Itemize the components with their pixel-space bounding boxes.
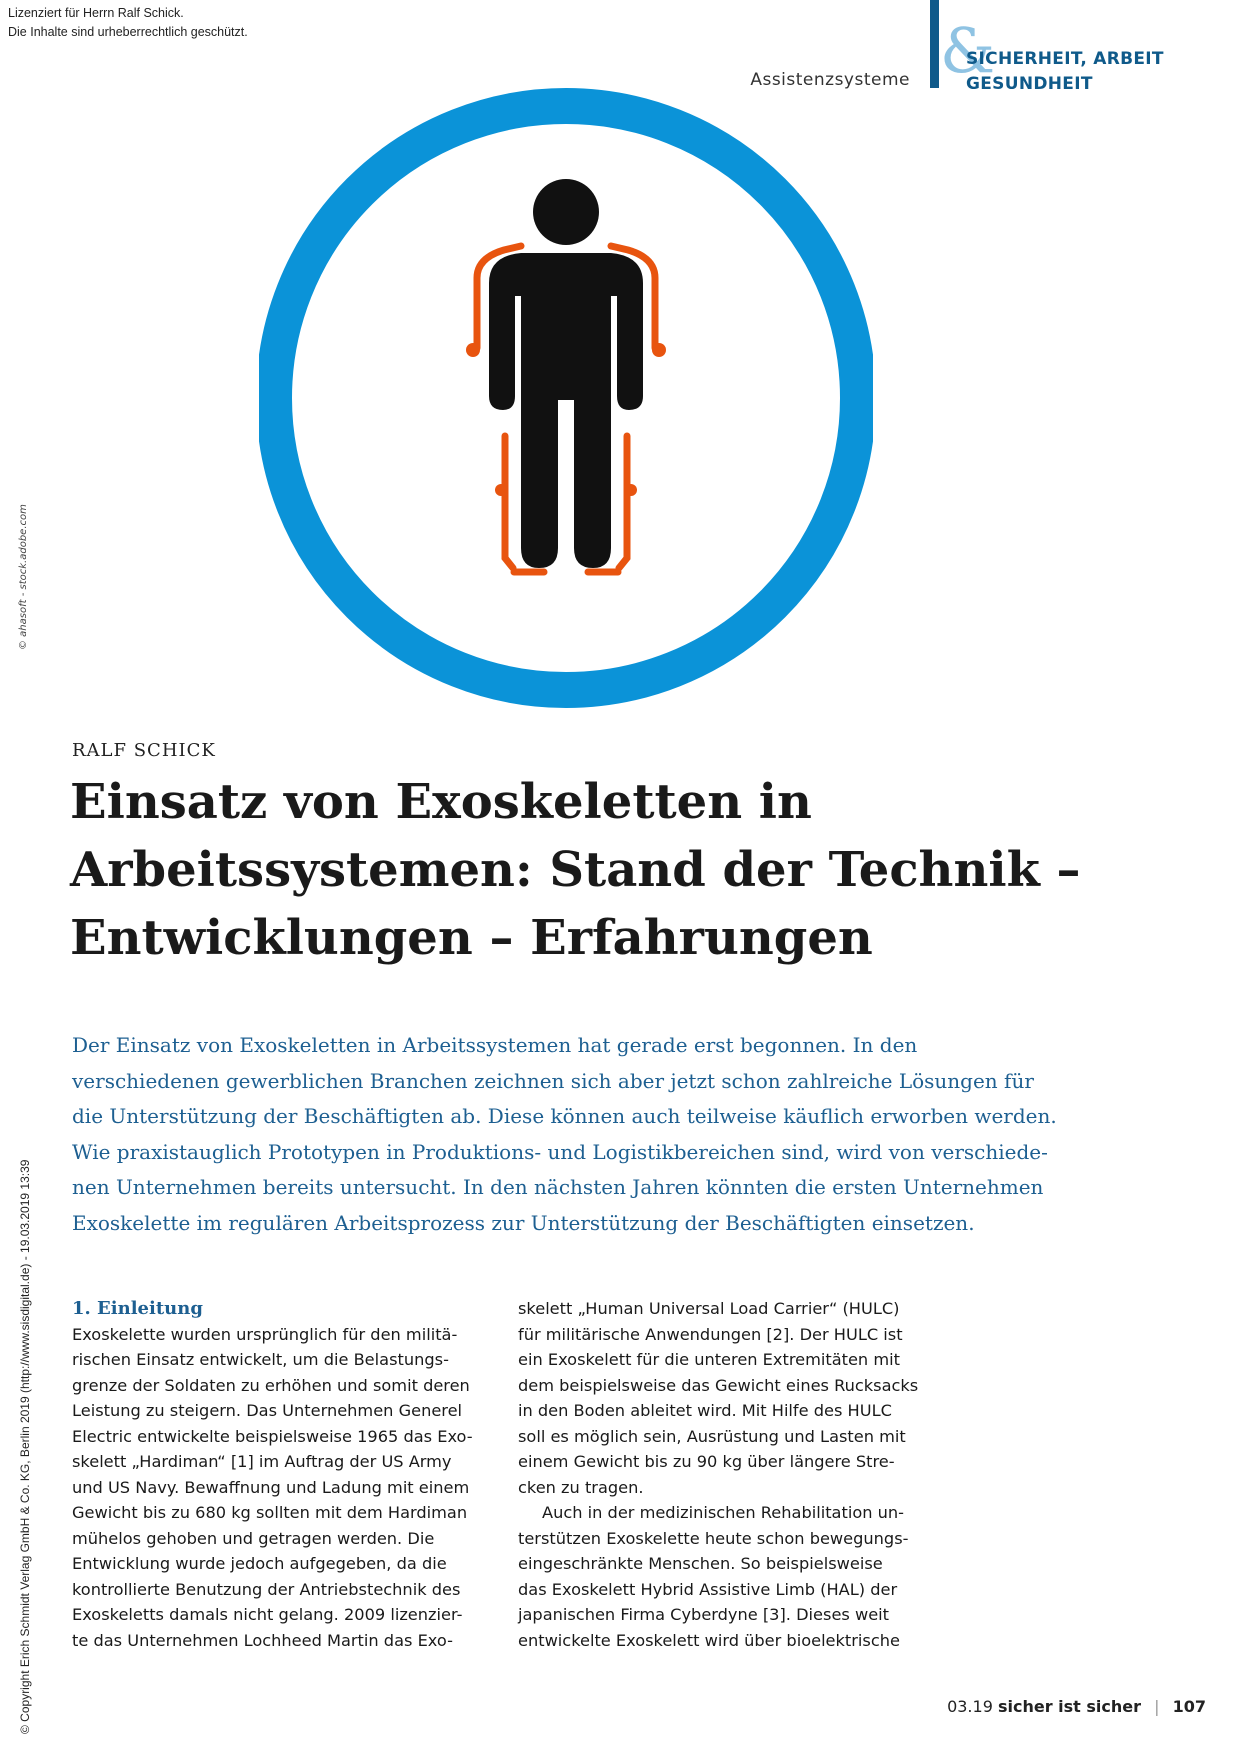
page-number: 107 — [1172, 1697, 1206, 1716]
body-line: Gewicht bis zu 680 kg sollten mit dem Hardiman — [72, 1503, 468, 1522]
lead-line: Exoskelette im regulären Arbeitsprozess zur Unterstützung der Beschäftigten einsetzen. — [72, 1210, 975, 1235]
lead-line: verschiedenen gewerblichen Branchen zeichnen sich aber jetzt schon zahlreiche Lösungen für — [72, 1068, 1034, 1093]
body-line: ein Exoskelett für die unteren Extremitäten mit — [518, 1350, 900, 1369]
body-line: einem Gewicht bis zu 90 kg über längere Stre- — [518, 1452, 895, 1471]
body-line: Exoskelette wurden ursprünglich für den militä- — [72, 1324, 458, 1344]
body-line: japanischen Firma Cyberdyne [3]. Dieses weit — [518, 1605, 890, 1624]
section-heading: 1. Einleitung — [72, 1298, 203, 1319]
body-line: entwickelte Exoskelett wird über bioelektrische — [518, 1630, 900, 1650]
body-line: skelett „Hardiman“ [1] im Auftrag der US Army — [72, 1452, 452, 1471]
body-line: skelett „Human Universal Load Carrier“ (HULC) — [518, 1299, 900, 1318]
article-title — [70, 768, 1180, 972]
body-line: kontrollierte Benutzung der Antriebstechnik des — [72, 1579, 461, 1599]
title-line: Einsatz von Exoskeletten in — [70, 774, 812, 830]
body-line: terstützen Exoskelette heute schon bewegungs- — [518, 1528, 909, 1548]
body-line: cken zu tragen. — [518, 1477, 644, 1497]
body-line: Electric entwickelte beispielsweise 1965 das Exo- — [72, 1426, 473, 1446]
person-icon — [489, 179, 643, 568]
rubric-line-1: SICHERHEIT, ARBEIT — [966, 49, 1164, 69]
magazine-name: sicher ist sicher — [997, 1697, 1142, 1716]
body-line: grenze der Soldaten zu erhöhen und somit deren — [72, 1375, 470, 1395]
body-line: in den Boden ableitet wird. Mit Hilfe des HULC — [518, 1401, 892, 1420]
side-copyright: © Copyright Erich Schmidt Verlag GmbH & Co. KG, Berlin 2019 (http://www.sisdigital.de) - 19.03.2019 13:39 — [18, 1159, 32, 1734]
body-column-2 — [518, 1296, 936, 1653]
section-label: Assistenzsysteme — [750, 70, 910, 90]
image-credit: © ahasoft - stock.adobe.com — [18, 504, 29, 650]
body-line: rischen Einsatz entwickelt, um die Belastungs- — [72, 1350, 449, 1369]
license-line-1: Lizenziert für Herrn Ralf Schick. — [8, 6, 184, 20]
lead-line: Der Einsatz von Exoskeletten in Arbeitssystemen hat gerade erst begonnen. In den — [72, 1033, 918, 1057]
lead-paragraph — [72, 1028, 1182, 1241]
body-line: eingeschränkte Menschen. So beispielsweise — [518, 1554, 883, 1573]
lead-line: Wie praxistauglich Prototypen in Produktions- und Logistikbereichen sind, wird von verschiede- — [72, 1139, 1048, 1164]
title-line: Entwicklungen – Erfahrungen — [70, 910, 873, 966]
exoskeleton-illustration — [259, 78, 873, 718]
rubric-bar — [930, 0, 939, 88]
body-line: Leistung zu steigern. Das Unternehmen Generel — [72, 1401, 463, 1420]
body-line: Entwicklung wurde jedoch aufgegeben, da die — [72, 1554, 447, 1573]
footer-separator: | — [1154, 1697, 1160, 1716]
lead-line: die Unterstützung der Beschäftigten ab. Diese können auch teilweise käuflich erworben werden. — [72, 1104, 1057, 1128]
rubric-ampersand: & — [940, 14, 996, 87]
body-line: soll es möglich sein, Ausrüstung und Lasten mit — [518, 1426, 906, 1446]
body-line: für militärische Anwendungen [2]. Der HULC ist — [518, 1324, 903, 1344]
lead-line: nen Unternehmen bereits untersucht. In den nächsten Jahren könnten die ersten Unternehmen — [72, 1175, 1044, 1199]
body-line: Exoskeletts damals nicht gelang. 2009 lizenzier- — [72, 1605, 463, 1624]
body-line: und US Navy. Bewaffnung und Ladung mit einem — [72, 1477, 470, 1497]
rubric-title — [966, 47, 1164, 97]
body-line: das Exoskelett Hybrid Assistive Limb (HAL) der — [518, 1579, 898, 1599]
license-notice — [8, 4, 248, 42]
body-line: te das Unternehmen Lochheed Martin das Exo- — [72, 1630, 453, 1650]
title-line: Arbeitssystemen: Stand der Technik – — [70, 842, 1081, 898]
issue-number: 03.19 — [947, 1697, 993, 1716]
rubric-line-2: GESUNDHEIT — [966, 74, 1093, 94]
page-footer — [947, 1697, 1206, 1716]
body-column-1 — [72, 1296, 490, 1653]
author: RALF SCHICK — [72, 740, 216, 761]
license-line-2: Die Inhalte sind urheberrechtlich geschützt. — [8, 25, 248, 39]
body-line: mühelos gehoben und getragen werden. Die — [72, 1528, 435, 1548]
body-line: Auch in der medizinischen Rehabilitation un- — [542, 1503, 904, 1522]
body-line: dem beispielsweise das Gewicht eines Rucksacks — [518, 1375, 919, 1395]
